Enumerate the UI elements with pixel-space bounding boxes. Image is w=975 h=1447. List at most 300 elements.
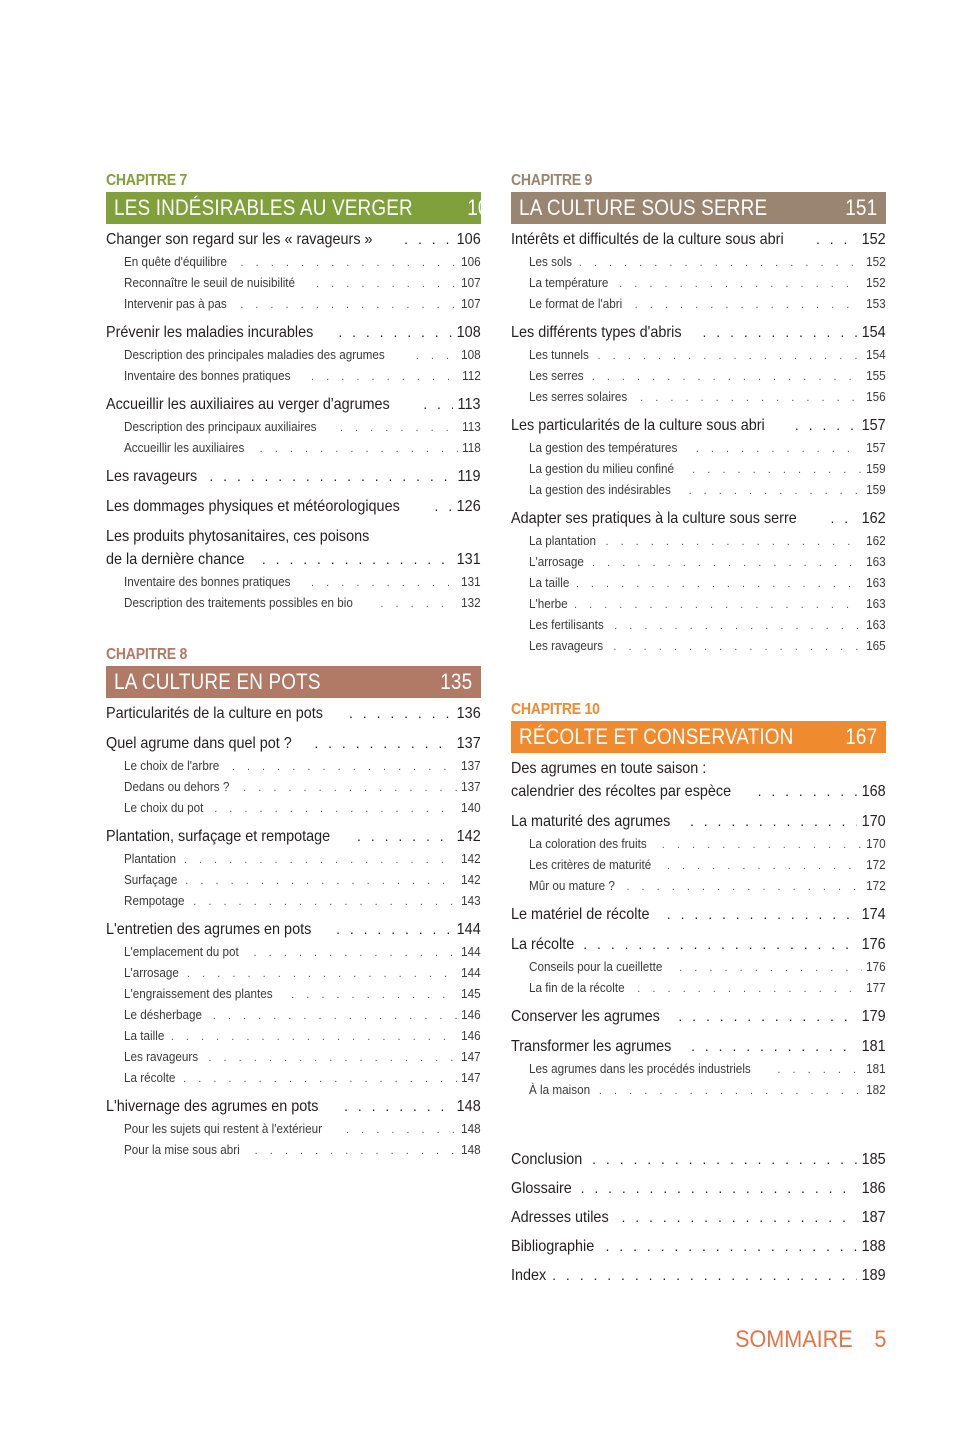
entry-page-number: 152 <box>866 275 886 290</box>
entry-page-number: 113 <box>458 396 481 413</box>
dot-leader <box>574 595 862 616</box>
dot-leader <box>193 892 457 913</box>
toc-subentry[interactable] <box>106 1139 481 1160</box>
dot-leader <box>758 780 858 803</box>
entry-page-number: 142 <box>461 872 481 887</box>
toc-entry[interactable] <box>511 1203 886 1232</box>
toc-subentry[interactable] <box>106 1004 481 1025</box>
entry-page-number: 143 <box>461 893 481 908</box>
dot-leader <box>552 1261 857 1290</box>
toc-subentry[interactable] <box>511 437 886 458</box>
entry-page-number: 170 <box>866 836 886 851</box>
dot-leader <box>255 1141 458 1162</box>
chapter-title-bar[interactable] <box>106 192 499 224</box>
dot-leader <box>316 274 457 295</box>
chapter-page-number: 167 <box>844 724 877 749</box>
toc-subentry[interactable] <box>106 1025 481 1046</box>
entry-page-number: 113 <box>462 419 481 434</box>
entry-title: Index <box>511 1267 547 1284</box>
dot-leader <box>583 933 857 956</box>
entry-page-number: 163 <box>866 554 886 569</box>
entry-title: La fin de la récolte <box>529 980 625 995</box>
entry-title: Le format de l'abri <box>529 296 623 311</box>
dot-leader <box>667 856 862 877</box>
dot-leader <box>679 958 862 979</box>
toc-subentry[interactable] <box>106 416 481 437</box>
entry-title: Prévenir les maladies incurables <box>106 324 314 341</box>
entry-page-number: 168 <box>861 783 886 800</box>
dot-leader <box>208 1048 457 1069</box>
toc-entry[interactable] <box>106 732 481 755</box>
entry-page-number: 162 <box>861 510 886 527</box>
dot-leader <box>626 877 862 898</box>
dot-leader <box>613 637 862 658</box>
dot-leader <box>816 228 857 251</box>
entry-page-number: 108 <box>456 324 481 341</box>
entry-page-number: 147 <box>461 1070 481 1085</box>
dot-leader <box>703 321 858 344</box>
entry-title: Description des principaux auxiliaires <box>124 419 317 434</box>
entry-page-number: 144 <box>461 944 481 959</box>
entry-page-number: 140 <box>461 800 481 815</box>
toc-section <box>106 393 481 458</box>
toc-section <box>511 933 886 998</box>
toc-subentry[interactable] <box>511 344 886 365</box>
entry-page-number: 131 <box>461 574 481 589</box>
toc-entry[interactable] <box>511 1005 886 1028</box>
dot-leader <box>243 778 457 799</box>
entry-page-number: 137 <box>456 735 481 752</box>
entry-page-number: 170 <box>861 813 886 830</box>
entry-title: Reconnaître le seuil de nuisibilité <box>124 275 296 290</box>
chapter-title-bar[interactable] <box>511 192 886 224</box>
toc-subentry[interactable] <box>511 875 886 896</box>
entry-title: Les agrumes dans les procédés industriels <box>529 1061 751 1076</box>
entry-page-number: 157 <box>866 440 886 455</box>
entry-title: L'arrosage <box>124 965 179 980</box>
toc-section <box>511 903 886 926</box>
dot-leader <box>690 810 857 833</box>
toc-entry[interactable] <box>511 903 886 926</box>
entry-title: Les serres solaires <box>529 389 628 404</box>
toc-entry[interactable] <box>511 1145 886 1174</box>
dot-leader <box>579 253 863 274</box>
toc-subentry[interactable] <box>106 983 481 1004</box>
toc-subentry[interactable] <box>511 458 886 479</box>
entry-page-number: 154 <box>861 324 886 341</box>
entry-title-line <box>511 757 886 780</box>
entry-title: Intervenir pas à pas <box>124 296 227 311</box>
entry-page-number: 188 <box>861 1238 886 1255</box>
toc-subentry[interactable] <box>106 592 481 613</box>
entry-title: Adapter ses pratiques à la culture sous serre <box>511 510 797 527</box>
toc-entry[interactable] <box>511 810 886 833</box>
entry-title: Adresses utiles <box>511 1209 609 1226</box>
chapter-title-bar[interactable] <box>106 666 481 698</box>
entry-title: À la maison <box>529 1082 591 1097</box>
entry-page-number: 107 <box>461 296 481 311</box>
toc-subentry[interactable] <box>511 635 886 656</box>
toc-subentry[interactable] <box>511 1058 886 1079</box>
entry-title: L'emplacement du pot <box>124 944 239 959</box>
dot-leader <box>346 1120 457 1141</box>
entry-page-number: 181 <box>861 1038 886 1055</box>
entry-title: de la dernière chance <box>106 551 245 568</box>
entry-title: Les ravageurs <box>529 638 604 653</box>
entry-page-number: 148 <box>461 1142 481 1157</box>
entry-title: Inventaire des bonnes pratiques <box>124 574 291 589</box>
entry-page-number: 165 <box>866 638 886 653</box>
toc-subentry[interactable] <box>511 293 886 314</box>
dot-leader <box>338 321 452 344</box>
toc-entry[interactable] <box>511 1232 886 1261</box>
dot-leader <box>678 1005 857 1028</box>
entry-page-number: 137 <box>461 758 481 773</box>
spacer <box>106 620 481 644</box>
spacer <box>511 1107 886 1145</box>
entry-page-number: 136 <box>456 705 481 722</box>
toc-section <box>511 414 886 500</box>
entry-title: Les dommages physiques et météorologiques <box>106 498 400 515</box>
toc-entry[interactable] <box>511 321 886 344</box>
toc-section <box>511 321 886 407</box>
entry-title: La gestion du milieu confiné <box>529 461 675 476</box>
entry-title: Description des principales maladies des agrumes <box>124 347 385 362</box>
chapter-page-number: 135 <box>439 669 472 694</box>
toc-subentry[interactable] <box>106 344 481 365</box>
dot-leader <box>416 346 458 367</box>
chapter-label: CHAPITRE 8 <box>106 646 188 663</box>
dot-leader <box>606 1232 858 1261</box>
dot-leader <box>598 346 863 367</box>
entry-title: Inventaire des bonnes pratiques <box>124 368 291 383</box>
chapter-title-bar[interactable] <box>511 721 886 753</box>
dot-leader <box>614 616 862 637</box>
chapter-page-number: 105 <box>466 195 499 220</box>
dot-leader <box>213 1006 458 1027</box>
toc-entry[interactable] <box>106 702 481 725</box>
dot-leader <box>692 460 862 481</box>
footer-label: SOMMAIRE <box>735 1326 853 1353</box>
dot-leader <box>696 439 863 460</box>
chapter-title: LA CULTURE SOUS SERRE <box>519 195 768 220</box>
entry-page-number: 131 <box>456 551 481 568</box>
entry-page-number: 189 <box>861 1267 886 1284</box>
dot-leader <box>581 1174 858 1203</box>
entry-title: Transformer les agrumes <box>511 1038 672 1055</box>
entry-page-number: 176 <box>866 959 886 974</box>
toc-subentry[interactable] <box>511 479 886 500</box>
toc-subentry[interactable] <box>106 437 481 458</box>
toc-entry[interactable] <box>106 321 481 344</box>
toc-entry[interactable] <box>106 918 481 941</box>
toc-subentry[interactable] <box>106 251 481 272</box>
entry-title: Les sols <box>529 254 572 269</box>
dot-leader <box>599 1081 862 1102</box>
entry-page-number: 182 <box>866 1082 886 1097</box>
toc-subentry[interactable] <box>106 797 481 818</box>
entry-title: Intérêts et difficultés de la culture sous abri <box>511 231 784 248</box>
entry-page-number: 119 <box>458 468 481 485</box>
entry-page-number: 162 <box>866 533 886 548</box>
toc-subentry[interactable] <box>106 365 481 386</box>
chapter-title: RÉCOLTE ET CONSERVATION <box>519 724 794 749</box>
entry-title: Quel agrume dans quel pot ? <box>106 735 292 752</box>
entry-title: Bibliographie <box>511 1238 595 1255</box>
entry-page-number: 146 <box>461 1028 481 1043</box>
toc-subentry[interactable] <box>106 962 481 983</box>
entry-page-number: 157 <box>861 417 886 434</box>
dot-leader <box>336 918 452 941</box>
toc-section <box>106 495 481 518</box>
toc-entry[interactable] <box>106 465 481 488</box>
entry-title: La maturité des agrumes <box>511 813 671 830</box>
entry-title: Conclusion <box>511 1151 583 1168</box>
entry-page-number: 144 <box>461 965 481 980</box>
chapter-title: LES INDÉSIRABLES AU VERGER <box>114 195 413 220</box>
entry-title: Dedans ou dehors ? <box>124 779 230 794</box>
toc-subentry[interactable] <box>511 530 886 551</box>
entry-title: L'entretien des agrumes en pots <box>106 921 312 938</box>
dot-leader <box>576 574 862 595</box>
entry-page-number: 147 <box>461 1049 481 1064</box>
entry-page-number: 145 <box>461 986 481 1001</box>
dot-leader <box>689 481 863 502</box>
entry-page-number: 156 <box>866 389 886 404</box>
entry-page-number: 155 <box>866 368 886 383</box>
dot-leader <box>291 985 457 1006</box>
dot-leader <box>340 418 458 439</box>
chapter-block <box>106 170 499 613</box>
entry-page-number: 107 <box>461 275 481 290</box>
dot-leader <box>241 253 458 274</box>
dot-leader <box>262 548 452 571</box>
toc-section <box>511 1005 886 1028</box>
entry-page-number: 172 <box>866 857 886 872</box>
entry-page-number: 172 <box>866 878 886 893</box>
entry-page-number: 146 <box>461 1007 481 1022</box>
toc-subentry[interactable] <box>511 854 886 875</box>
dot-leader <box>357 825 452 848</box>
entry-title: Conserver les agrumes <box>511 1008 660 1025</box>
toc-subentry[interactable] <box>511 614 886 635</box>
toc-subentry[interactable] <box>511 572 886 593</box>
toc-entry[interactable] <box>106 825 481 848</box>
toc-subentry[interactable] <box>511 1079 886 1100</box>
entry-title: La plantation <box>529 533 597 548</box>
entry-title: Plantation <box>124 851 177 866</box>
dot-leader <box>637 979 862 1000</box>
entry-page-number: 112 <box>462 368 481 383</box>
toc-right-column <box>511 170 886 1290</box>
toc-subentry[interactable] <box>106 1118 481 1139</box>
entry-title: Particularités de la culture en pots <box>106 705 323 722</box>
toc-subentry[interactable] <box>106 941 481 962</box>
entry-title: Description des traitements possibles en bio <box>124 595 353 610</box>
toc-subentry[interactable] <box>511 977 886 998</box>
toc-subentry[interactable] <box>106 571 481 592</box>
dot-leader <box>423 393 453 416</box>
entry-title: Les ravageurs <box>124 1049 199 1064</box>
entry-title: Changer son regard sur les « ravageurs » <box>106 231 373 248</box>
toc-subentry[interactable] <box>511 272 886 293</box>
toc-subentry[interactable] <box>511 551 886 572</box>
dot-leader <box>691 1035 857 1058</box>
toc-subentry[interactable] <box>511 365 886 386</box>
toc-subentry[interactable] <box>511 956 886 977</box>
toc-subentry[interactable] <box>106 1046 481 1067</box>
toc-section <box>511 757 886 803</box>
toc-subentry[interactable] <box>511 386 886 407</box>
entry-title: Les fertilisants <box>529 617 604 632</box>
entry-title: En quête d'équilibre <box>124 254 228 269</box>
toc-subentry[interactable] <box>511 833 886 854</box>
entry-page-number: 159 <box>866 461 886 476</box>
dot-leader <box>404 228 452 251</box>
entry-page-number: 142 <box>461 851 481 866</box>
entry-page-number: 132 <box>461 595 481 610</box>
spacer <box>511 663 886 699</box>
entry-title: Les différents types d'abris <box>511 324 682 341</box>
entry-title: Le matériel de récolte <box>511 906 650 923</box>
entry-title: La récolte <box>511 936 575 953</box>
footer-page-number: 5 <box>873 1326 886 1353</box>
entry-title: L'engraissement des plantes <box>124 986 273 1001</box>
dot-leader <box>795 414 857 437</box>
entry-title: Accueillir les auxiliaires <box>124 440 245 455</box>
toc-entry[interactable] <box>511 780 886 803</box>
entry-page-number: 163 <box>866 596 886 611</box>
entry-page-number: 174 <box>861 906 886 923</box>
dot-leader <box>184 850 457 871</box>
entry-title-first-line: Des agrumes en toute saison : <box>511 760 707 777</box>
dot-leader <box>185 871 457 892</box>
entry-page-number: 154 <box>866 347 886 362</box>
toc-entry[interactable] <box>106 228 481 251</box>
toc-subentry[interactable] <box>106 869 481 890</box>
toc-entry[interactable] <box>106 548 481 571</box>
toc-subentry[interactable] <box>106 272 481 293</box>
entry-title: Conseils pour la cueillette <box>529 959 663 974</box>
toc-section <box>511 1035 886 1100</box>
dot-leader <box>183 1069 457 1090</box>
entry-page-number: 153 <box>866 296 886 311</box>
chapter-block <box>511 170 886 656</box>
entry-page-number: 179 <box>861 1008 886 1025</box>
toc-section <box>106 228 481 314</box>
dot-leader <box>605 532 862 553</box>
entry-title-line <box>106 525 481 548</box>
entry-title: La température <box>529 275 609 290</box>
entry-page-number: 148 <box>461 1121 481 1136</box>
toc-section <box>106 732 481 818</box>
dot-leader <box>592 553 862 574</box>
chapter-block <box>511 699 886 1100</box>
toc-left-column <box>106 170 499 1167</box>
entry-title: Surfaçage <box>124 872 178 887</box>
back-matter-list <box>511 1145 886 1290</box>
toc-subentry[interactable] <box>106 848 481 869</box>
dot-leader <box>640 388 862 409</box>
toc-entry[interactable] <box>106 393 481 416</box>
toc-subentry[interactable] <box>511 251 886 272</box>
toc-subentry[interactable] <box>106 755 481 776</box>
toc-entry[interactable] <box>511 1174 886 1203</box>
entry-page-number: 152 <box>866 254 886 269</box>
entry-title: Mûr ou mature ? <box>529 878 615 893</box>
dot-leader <box>592 1145 857 1174</box>
dot-leader <box>254 943 458 964</box>
entry-title: Les critères de maturité <box>529 857 652 872</box>
chapter-label: CHAPITRE 10 <box>511 701 600 718</box>
toc-entry[interactable] <box>511 414 886 437</box>
dot-leader <box>592 367 863 388</box>
entry-title: L'arrosage <box>529 554 584 569</box>
entry-page-number: 126 <box>456 498 481 515</box>
dot-leader <box>214 799 457 820</box>
toc-subentry[interactable] <box>106 890 481 911</box>
toc-entry[interactable] <box>511 228 886 251</box>
toc-subentry[interactable] <box>106 776 481 797</box>
entry-page-number: 186 <box>861 1180 886 1197</box>
dot-leader <box>240 295 457 316</box>
dot-leader <box>662 835 863 856</box>
toc-entry[interactable] <box>511 507 886 530</box>
entry-title: La coloration des fruits <box>529 836 647 851</box>
toc-section <box>106 918 481 1088</box>
chapter-title: LA CULTURE EN POTS <box>114 669 321 694</box>
toc-subentry[interactable] <box>106 293 481 314</box>
entry-page-number: 106 <box>461 254 481 269</box>
chapter-label: CHAPITRE 7 <box>106 172 188 189</box>
entry-title: Pour la mise sous abri <box>124 1142 240 1157</box>
dot-leader <box>635 295 863 316</box>
dot-leader <box>777 1060 862 1081</box>
dot-leader <box>349 702 452 725</box>
toc-entry[interactable] <box>106 495 481 518</box>
dot-leader <box>622 1203 858 1232</box>
dot-leader <box>667 903 857 926</box>
entry-page-number: 159 <box>866 482 886 497</box>
toc-entry[interactable] <box>106 1095 481 1118</box>
toc-entry[interactable] <box>511 933 886 956</box>
dot-leader <box>619 274 862 295</box>
entry-title: Les ravageurs <box>106 468 198 485</box>
entry-page-number: 181 <box>866 1061 886 1076</box>
dot-leader <box>187 964 457 985</box>
dot-leader <box>232 757 457 778</box>
entry-title: La gestion des indésirables <box>529 482 671 497</box>
entry-title: Les particularités de la culture sous abri <box>511 417 765 434</box>
entry-title: Les serres <box>529 368 584 383</box>
entry-title: La gestion des températures <box>529 440 678 455</box>
toc-subentry[interactable] <box>106 1067 481 1088</box>
toc-entry[interactable] <box>511 1261 886 1290</box>
entry-title: Glossaire <box>511 1180 572 1197</box>
dot-leader <box>209 465 453 488</box>
entry-page-number: 163 <box>866 617 886 632</box>
entry-page-number: 106 <box>456 231 481 248</box>
dot-leader <box>434 495 452 518</box>
dot-leader <box>314 732 452 755</box>
toc-section <box>106 321 481 386</box>
toc-section <box>106 465 481 488</box>
toc-subentry[interactable] <box>511 593 886 614</box>
chapter-block <box>106 644 481 1160</box>
entry-title: Pour les sujets qui restent à l'extérieur <box>124 1121 322 1136</box>
toc-entry[interactable] <box>511 1035 886 1058</box>
entry-title: L'herbe <box>529 596 568 611</box>
